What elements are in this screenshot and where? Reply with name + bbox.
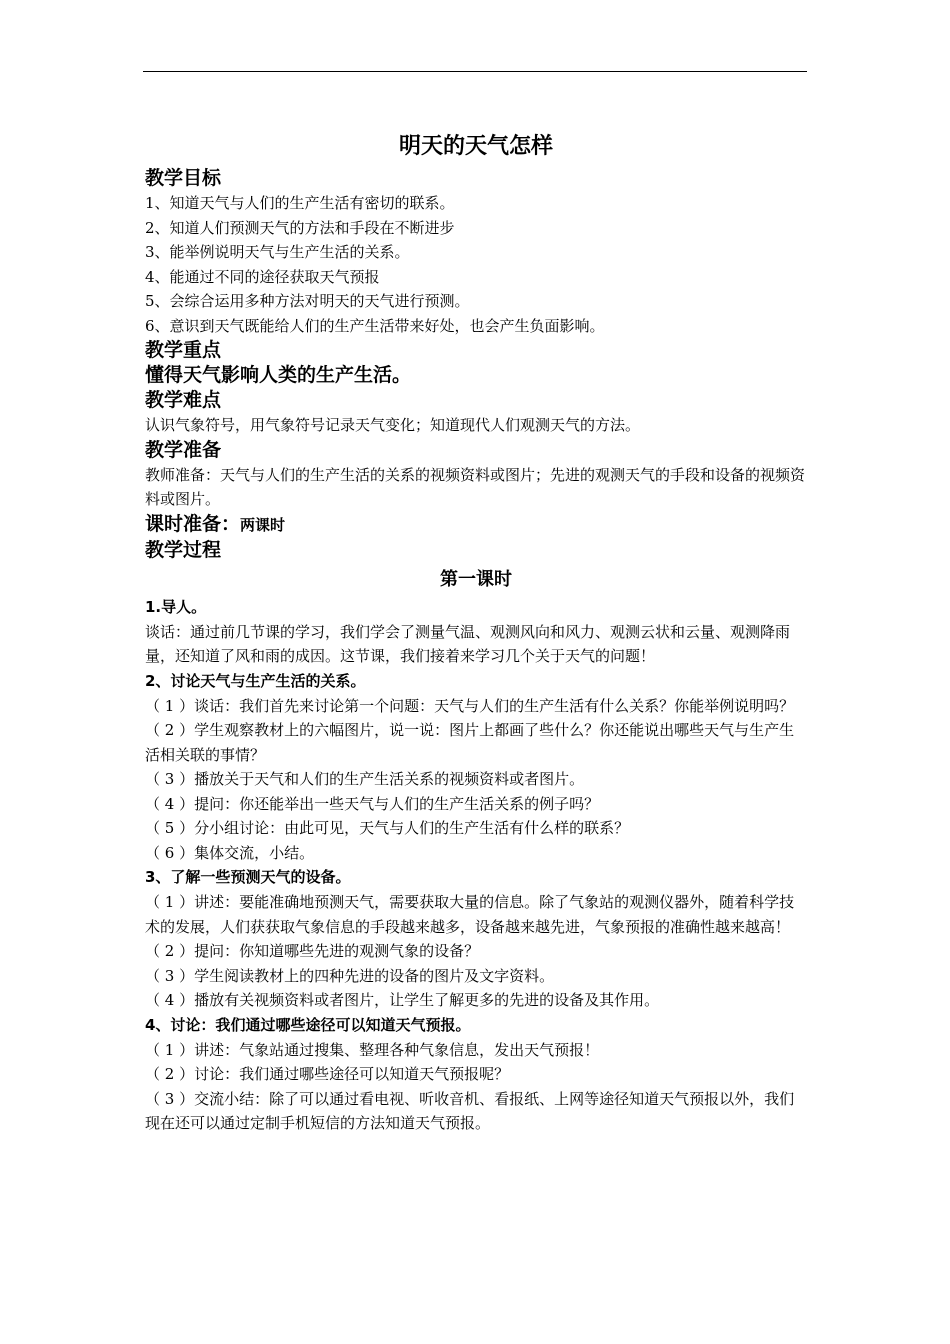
goal-item: 1、知道天气与人们的生产生活有密切的联系。 <box>145 194 455 212</box>
section-3-item: （ 3 ）学生阅读教材上的四种先进的设备的图片及文字资料。 <box>145 966 555 985</box>
hours-label: 课时准备： <box>145 512 241 535</box>
difficulty-heading: 教学难点 <box>145 389 222 411</box>
goals-heading: 教学目标 <box>145 167 222 189</box>
section-4-item: （ 1 ）讲述：气象站通过搜集、整理各种气象信息，发出天气预报！ <box>145 1040 600 1059</box>
key-heading: 教学重点 <box>145 339 222 361</box>
section-3-item: （ 4 ）播放有关视频资料或者图片，让学生了解更多的先进的设备及其作用。 <box>145 991 660 1009</box>
goal-item: 3、能举例说明天气与生产生活的关系。 <box>145 243 410 261</box>
section-4-item: （ 3 ）交流小结：除了可以通过看电视、听收音机、看报纸、上网等途径知道天气预报以外，我们现在还可以通过定制手机短信的方法知道天气预报。 <box>145 1089 795 1132</box>
difficulty-text: 认识气象符号，用气象符号记录天气变化；知道现代人们观测天气的方法。 <box>145 416 641 434</box>
document-body <box>145 130 807 1136</box>
section-4-item: （ 2 ）讨论：我们通过哪些途径可以知道天气预报呢？ <box>145 1065 510 1083</box>
section-2-item: （ 4 ）提问：你还能举出一些天气与人们的生产生活关系的例子吗？ <box>145 794 600 813</box>
section-4-title: 4、讨论：我们通过哪些途径可以知道天气预报。 <box>145 1015 471 1034</box>
section-2-item: （ 3 ）播放关于天气和人们的生产生活关系的视频资料或者图片。 <box>145 770 585 788</box>
key-text: 懂得天气影响人类的生产生活。 <box>145 364 412 386</box>
section-1-title: 1.导人。 <box>145 597 207 616</box>
section-2-item: （ 6 ）集体交流，小结。 <box>145 843 315 862</box>
process-heading: 教学过程 <box>145 538 222 561</box>
goal-item: 2、知道人们预测天气的方法和手段在不断进步 <box>145 218 455 237</box>
hours-value: 两课时 <box>240 515 286 534</box>
page-title: 明天的天气怎样 <box>398 134 553 159</box>
goal-item: 4、能通过不同的途径获取天气预报 <box>145 267 380 286</box>
lesson-title: 第一课时 <box>440 568 512 590</box>
goal-item: 6、意识到天气既能给人们的生产生活带来好处，也会产生负面影响。 <box>145 316 605 335</box>
hours-line <box>145 512 807 538</box>
section-3-item: （ 2 ）提问：你知道哪些先进的观测气象的设备？ <box>145 942 480 960</box>
section-3-title: 3、了解一些预测天气的设备。 <box>145 868 351 886</box>
goal-item: 5、会综合运用多种方法对明天的天气进行预测。 <box>145 292 470 310</box>
section-1-text: 谈话：通过前几节课的学习，我们学会了测量气温、观测风向和风力、观测云状和云量、观测降雨量，还知道了风和雨的成因。这节课，我们接着来学习几个关于天气的问题！ <box>145 622 791 665</box>
section-2-item: （ 5 ）分小组讨论：由此可见，天气与人们的生产生活有什么样的联系？ <box>145 819 630 837</box>
section-2-item: （ 1 ）谈话：我们首先来讨论第一个问题：天气与人们的生产生活有什么关系？你能举例说明吗？ <box>145 696 795 715</box>
prep-text: 教师准备：天气与人们的生产生活的关系的视频资料或图片；先进的观测天气的手段和设备的视频资料或图片。 <box>145 465 806 508</box>
section-2-title: 2、讨论天气与生产生活的关系。 <box>145 671 366 690</box>
header-rule <box>143 71 807 72</box>
prep-heading: 教学准备 <box>145 438 222 461</box>
section-2-item: （ 2 ）学生观察教材上的六幅图片，说一说：图片上都画了些什么？你还能说出哪些天气与生产生活相关联的事情？ <box>145 721 795 764</box>
section-3-item: （ 1 ）讲述：要能准确地预测天气，需要获取大量的信息。除了气象站的观测仪器外，随着科学技术的发展，人们获获取气象信息的手段越来越多，设备越来越先进，气象预报的准确性越来越高！ <box>145 893 795 936</box>
